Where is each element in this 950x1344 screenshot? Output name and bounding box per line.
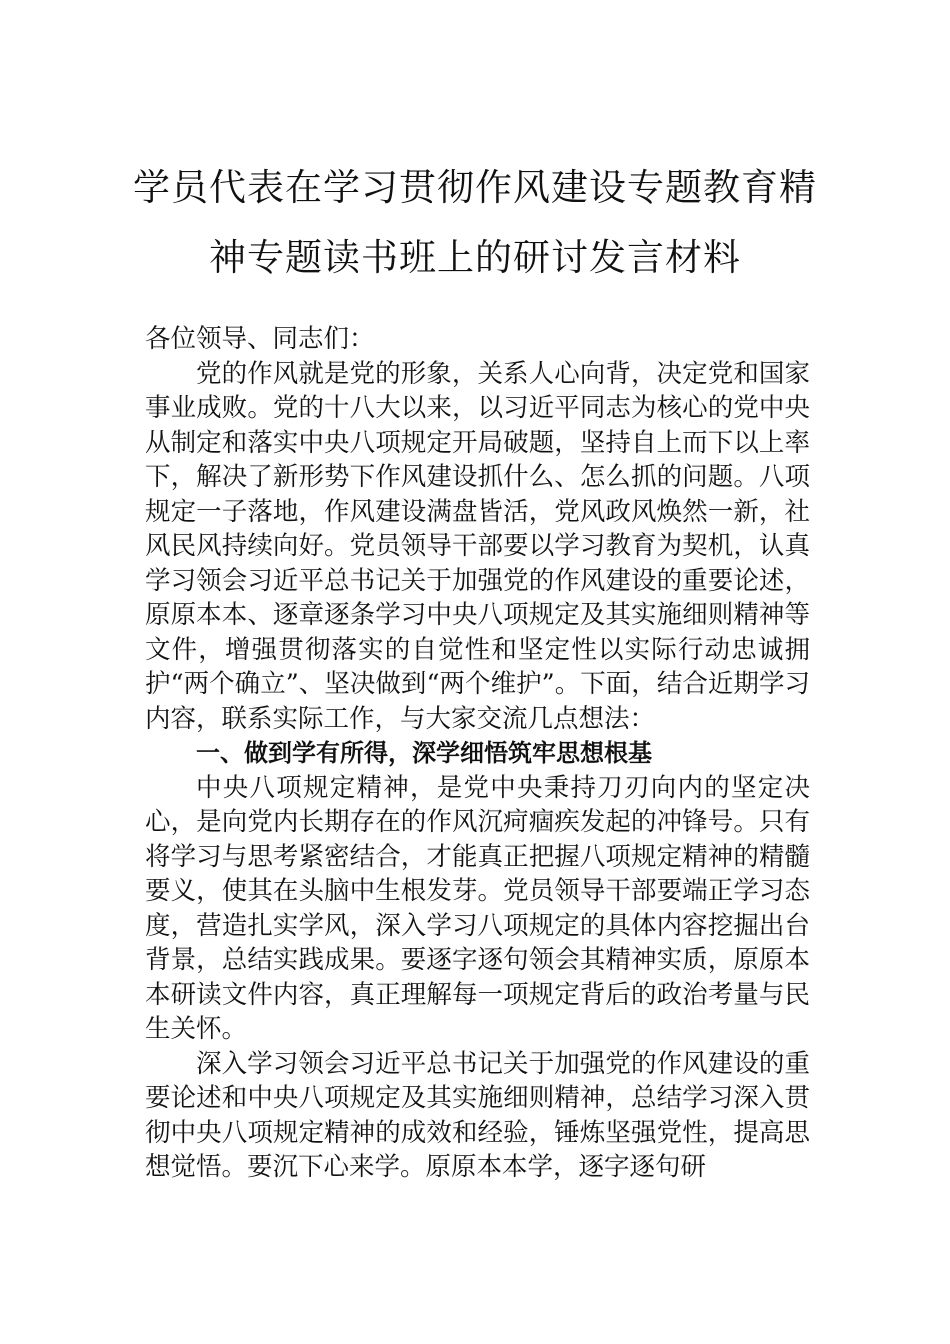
document-title-line-2: 神专题读书班上的研讨发言材料	[209, 236, 741, 279]
paragraph: 中央八项规定精神，是党中央秉持刀刃向内的坚定决心，是向党内长期存在的作风沉疴痼疾发起的冲锋号。只有将学习与思考紧密结合，才能真正把握八项规定精神的精髓要义，使其在头脑中生根发芽。党员领导干部要端正学习态度，营造扎实学风，深入学习八项规定的具体内容挖掘出台背景，总结实践成果。要逐字逐句领会其精神实质，原原本本研读文件内容，真正理解每一项规定背后的政治考量与民生关怀。	[145, 772, 810, 1044]
document-body	[145, 322, 810, 1185]
section-heading: 一、做到学有所得，深学细悟筑牢思想根基	[196, 739, 652, 767]
salutation: 各位领导、同志们：	[145, 324, 375, 354]
paragraph: 深入学习领会习近平总书记关于加强党的作风建设的重要论述和中央八项规定及其实施细则精神，总结学习深入贯彻中央八项规定精神的成效和经验，锤炼坚强党性，提高思想觉悟。要沉下心来学。原原本本学，逐字逐句研	[145, 1048, 810, 1182]
document-title-line-1: 学员代表在学习贯彻作风建设专题教育精	[133, 166, 817, 209]
paragraph: 党的作风就是党的形象，关系人心向背，决定党和国家事业成败。党的十八大以来，以习近平同志为核心的党中央从制定和落实中央八项规定开局破题，坚持自上而下以上率下，解决了新形势下作风建设抓什么、怎么抓的问题。八项规定一子落地，作风建设满盘皆活，党风政风焕然一新，社风民风持续向好。党员领导干部要以学习教育为契机，认真学习领会习近平总书记关于加强党的作风建设的重要论述，原原本本、逐章逐条学习中央八项规定及其实施细则精神等文件，增强贯彻落实的自觉性和坚定性以实际行动忠诚拥护“两个确立”、坚决做到“两个维护”。下面，结合近期学习内容，联系实际工作，与大家交流几点想法：	[145, 358, 810, 734]
